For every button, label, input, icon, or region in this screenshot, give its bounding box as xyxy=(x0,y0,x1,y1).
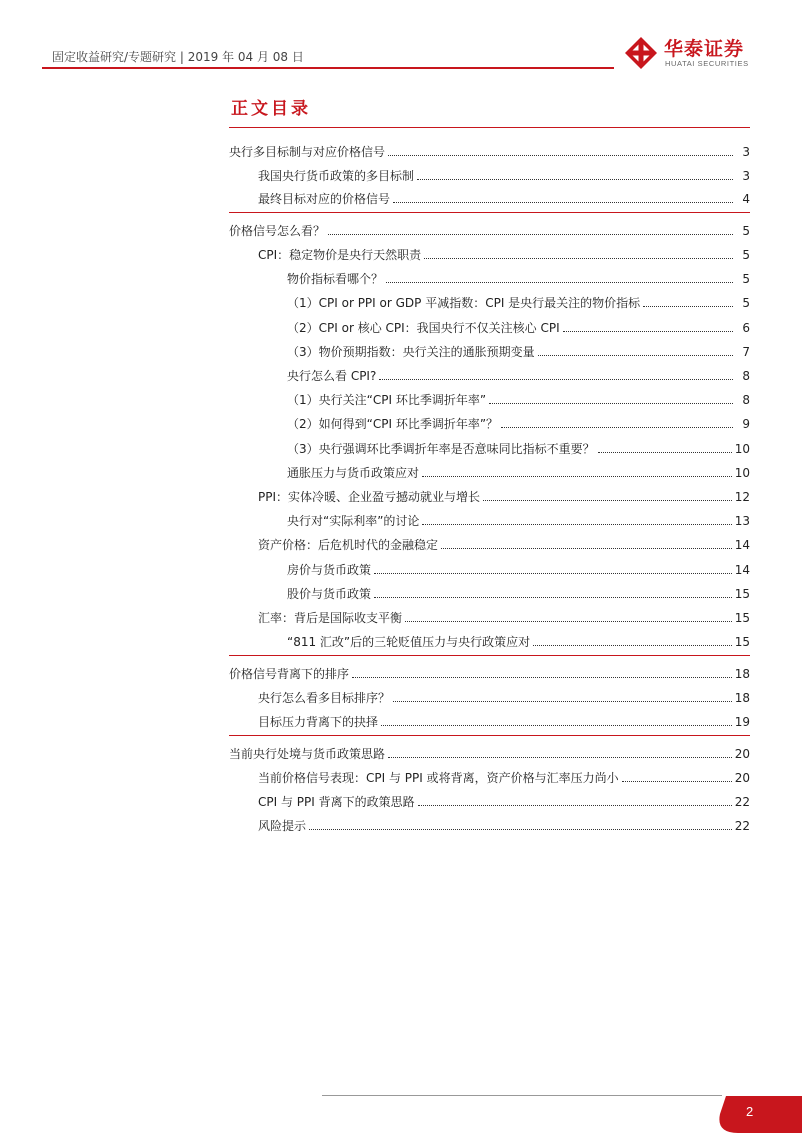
toc-entry[interactable] xyxy=(287,390,750,408)
toc-entry[interactable] xyxy=(258,245,750,263)
toc-entry-page: 14 xyxy=(734,538,750,552)
toc-entry-label: （2）如何得到“CPI 环比季调折年率”？ xyxy=(287,417,499,431)
toc-entry-page: 13 xyxy=(734,514,750,528)
toc-entry-page: 15 xyxy=(734,587,750,601)
toc-entry-label: （1）央行关注“CPI 环比季调折年率” xyxy=(287,393,487,407)
toc-entry-label: 价格信号背离下的排序 xyxy=(229,667,350,681)
toc-entry-label: 央行怎么看 CPI? xyxy=(287,369,377,383)
toc-leader-dots xyxy=(374,573,732,574)
toc-entry[interactable] xyxy=(258,189,750,207)
toc-leader-dots xyxy=(388,155,733,156)
toc-leader-dots xyxy=(422,476,732,477)
toc-entry-page: 4 xyxy=(742,192,750,206)
toc-entry[interactable] xyxy=(258,166,750,184)
toc-entry-page: 12 xyxy=(734,490,750,504)
toc-entry-label: （2）CPI or 核心 CPI：我国央行不仅关注核心 CPI xyxy=(287,321,560,335)
toc-leader-dots xyxy=(418,805,732,806)
toc-entry-label: 我国央行货币政策的多目标制 xyxy=(258,169,415,183)
toc-entry-page: 10 xyxy=(734,442,750,456)
toc-entry-label: 最终目标对应的价格信号 xyxy=(258,192,391,206)
toc-entry-label: 央行对“实际利率”的讨论 xyxy=(287,514,420,528)
toc-leader-dots xyxy=(352,677,732,678)
toc-entry[interactable] xyxy=(287,584,750,602)
toc-entry[interactable] xyxy=(258,712,750,730)
huatai-logo xyxy=(624,33,759,73)
toc-entry-page: 6 xyxy=(742,321,750,335)
toc-leader-dots xyxy=(563,331,733,332)
toc-entry[interactable] xyxy=(229,664,750,682)
logo-text-en: HUATAI SECURITIES xyxy=(665,59,749,68)
toc-entry-page: 18 xyxy=(734,691,750,705)
toc-entry-label: 央行怎么看多目标排序？ xyxy=(258,691,391,705)
toc-entry-page: 10 xyxy=(734,466,750,480)
toc-entry-page: 5 xyxy=(742,296,750,310)
toc-entry-page: 14 xyxy=(734,563,750,577)
toc-leader-dots xyxy=(441,548,732,549)
footer-divider xyxy=(322,1095,722,1096)
toc-leader-dots xyxy=(422,524,731,525)
toc-entry-page: 15 xyxy=(734,635,750,649)
toc-leader-dots xyxy=(374,597,732,598)
toc-entry-label: 汇率：背后是国际收支平衡 xyxy=(258,611,403,625)
toc-entry-label: 股价与货币政策 xyxy=(287,587,372,601)
toc-entry-page: 7 xyxy=(742,345,750,359)
toc-entry-label: 当前央行处境与货币政策思路 xyxy=(229,747,386,761)
toc-entry-page: 20 xyxy=(734,771,750,785)
toc-entry[interactable] xyxy=(258,688,750,706)
toc-entry-page: 8 xyxy=(742,369,750,383)
toc-entry-page: 15 xyxy=(734,611,750,625)
section-divider xyxy=(229,655,750,656)
logo-text-cn: 华泰证券 xyxy=(664,38,745,60)
toc-entry-label: CPI：稳定物价是央行天然职责 xyxy=(258,248,422,262)
toc-entry[interactable] xyxy=(287,342,750,360)
toc-leader-dots xyxy=(424,258,733,259)
toc-leader-dots xyxy=(309,829,732,830)
toc-entry-label: 房价与货币政策 xyxy=(287,563,372,577)
toc-entry-label: 目标压力背离下的抉择 xyxy=(258,715,379,729)
toc-title-divider xyxy=(229,127,750,128)
header-text: 固定收益研究/专题研究 | 2019 年 04 月 08 日 xyxy=(52,50,304,64)
toc-leader-dots xyxy=(501,427,733,428)
toc-leader-dots xyxy=(379,379,733,380)
toc-leader-dots xyxy=(328,234,733,235)
toc-entry-page: 19 xyxy=(734,715,750,729)
toc-leader-dots xyxy=(598,452,732,453)
toc-leader-dots xyxy=(533,645,732,646)
toc-leader-dots xyxy=(622,781,732,782)
toc-title: 正文目录 xyxy=(231,99,311,119)
toc-leader-dots xyxy=(381,725,732,726)
toc-leader-dots xyxy=(417,179,733,180)
toc-entry-page: 3 xyxy=(742,145,750,159)
toc-entry[interactable] xyxy=(287,293,750,311)
toc-entry-page: 9 xyxy=(742,417,750,431)
toc-entry[interactable] xyxy=(287,414,750,432)
toc-entry-label: 当前价格信号表现：CPI 与 PPI 或将背离，资产价格与汇率压力尚小 xyxy=(258,771,619,785)
toc-leader-dots xyxy=(388,757,732,758)
toc-entry[interactable] xyxy=(258,535,750,553)
header-divider xyxy=(42,67,614,69)
toc-entry[interactable] xyxy=(287,632,750,650)
toc-entry[interactable] xyxy=(287,511,750,529)
toc-leader-dots xyxy=(393,701,732,702)
toc-entry-label: 通胀压力与货币政策应对 xyxy=(287,466,420,480)
toc-entry[interactable] xyxy=(287,269,750,287)
toc-entry[interactable] xyxy=(258,768,750,786)
toc-entry[interactable] xyxy=(287,463,750,481)
toc-entry[interactable] xyxy=(287,318,750,336)
toc-entry-label: 价格信号怎么看？ xyxy=(229,224,326,238)
toc-entry-label: 央行多目标制与对应价格信号 xyxy=(229,145,386,159)
toc-leader-dots xyxy=(393,202,733,203)
toc-entry[interactable] xyxy=(287,366,750,384)
toc-leader-dots xyxy=(538,355,733,356)
page-number: 2 xyxy=(746,1104,754,1119)
toc-entry[interactable] xyxy=(258,792,750,810)
toc-entry-page: 5 xyxy=(742,272,750,286)
toc-entry[interactable] xyxy=(287,439,750,457)
section-divider xyxy=(229,212,750,213)
toc-entry-page: 8 xyxy=(742,393,750,407)
toc-entry-page: 5 xyxy=(742,248,750,262)
toc-entry-label: 资产价格：后危机时代的金融稳定 xyxy=(258,538,439,552)
toc-entry-page: 5 xyxy=(742,224,750,238)
toc-leader-dots xyxy=(405,621,732,622)
toc-leader-dots xyxy=(489,403,733,404)
toc-entry[interactable] xyxy=(229,221,750,239)
toc-entry[interactable] xyxy=(258,608,750,626)
toc-leader-dots xyxy=(643,306,733,307)
toc-entry[interactable] xyxy=(287,560,750,578)
section-divider xyxy=(229,735,750,736)
toc-leader-dots xyxy=(386,282,733,283)
toc-entry-page: 22 xyxy=(734,819,750,833)
huatai-logo-mark-icon xyxy=(624,36,658,70)
toc-entry-label: （3）物价预期指数：央行关注的通胀预期变量 xyxy=(287,345,535,359)
toc-entry-page: 18 xyxy=(734,667,750,681)
toc-entry-label: “811 汇改”后的三轮贬值压力与央行政策应对 xyxy=(287,635,531,649)
toc-entry-label: （1）CPI or PPI or GDP 平减指数：CPI 是央行最关注的物价指标 xyxy=(287,296,641,310)
page-number-tab-icon xyxy=(716,1096,802,1133)
toc-leader-dots xyxy=(483,500,732,501)
toc-entry-label: CPI 与 PPI 背离下的政策思路 xyxy=(258,795,415,809)
toc-entry-label: 物价指标看哪个？ xyxy=(287,272,384,286)
toc-entry-page: 3 xyxy=(742,169,750,183)
toc-entry-page: 20 xyxy=(734,747,750,761)
toc-entry[interactable] xyxy=(258,816,750,834)
toc-entry[interactable] xyxy=(258,487,750,505)
toc-entry-label: 风险提示 xyxy=(258,819,307,833)
toc-entry[interactable] xyxy=(229,142,750,160)
toc-entry-page: 22 xyxy=(734,795,750,809)
toc-entry[interactable] xyxy=(229,744,750,762)
toc-entry-label: （3）央行强调环比季调折年率是否意味同比指标不重要？ xyxy=(287,442,595,456)
toc-entry-label: PPI：实体冷暖、企业盈亏撼动就业与增长 xyxy=(258,490,481,504)
